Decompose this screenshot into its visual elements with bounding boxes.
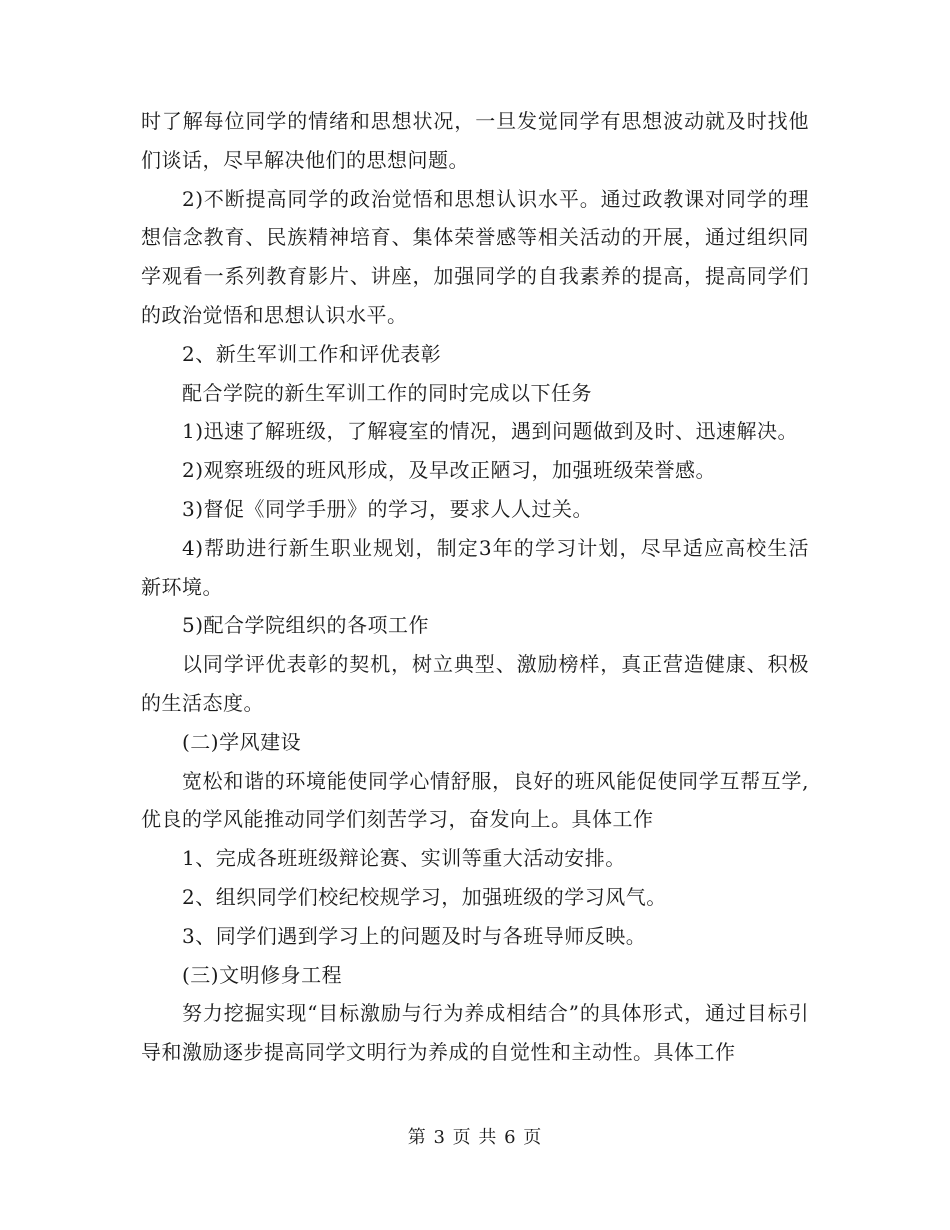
list-item: 3)督促《同学手册》的学习，要求人人过关。: [182, 496, 594, 521]
paragraph: 配合学院的新生军训工作的同时完成以下任务: [182, 380, 592, 405]
section-heading: (二)学风建设: [182, 729, 302, 754]
list-item: 2、组织同学们校纪校规学习，加强班级的学习风气。: [182, 884, 667, 909]
list-item: 3、同学们遇到学习上的问题及时与各班导师反映。: [182, 923, 647, 948]
document-body: [141, 102, 809, 1072]
list-item: 1)迅速了解班级，了解寝室的情况，遇到问题做到及时、迅速解决。: [182, 419, 799, 444]
section-heading: (三)文明修身工程: [182, 962, 343, 987]
section-heading: 2、新生军训工作和评优表彰: [182, 341, 442, 366]
paragraph: 宽松和谐的环境能使同学心情舒服，良好的班风能促使同学互帮互学,优良的学风能推动同学们刻苦学习，奋发向上。具体工作: [141, 768, 809, 832]
paragraph: 2)不断提高同学的政治觉悟和思想认识水平。通过政教课对同学的理想信念教育、民族精神培育、集体荣誉感等相关活动的开展，通过组织同学观看一系列教育影片、讲座，加强同学的自我素养的提高，提高同学们的政治觉悟和思想认识水平。: [141, 186, 809, 327]
paragraph: 以同学评优表彰的契机，树立典型、激励榜样，真正营造健康、积极的生活态度。: [141, 652, 809, 715]
paragraph: 努力挖掘实现“目标激励与行为养成相结合”的具体形式，通过目标引导和激励逐步提高同学文明行为养成的自觉性和主动性。具体工作: [141, 1001, 809, 1065]
list-item: 4)帮助进行新生职业规划，制定3年的学习计划，尽早适应高校生活新环境。: [141, 535, 809, 599]
paragraph: 时了解每位同学的情绪和思想状况，一旦发觉同学有思想波动就及时找他们谈话，尽早解决他们的思想问题。: [141, 109, 809, 172]
list-item: 2)观察班级的班风形成，及早改正陋习，加强班级荣誉感。: [182, 458, 717, 483]
list-item: 1、完成各班班级辩论赛、实训等重大活动安排。: [182, 846, 626, 871]
list-item: 5)配合学院组织的各项工作: [182, 613, 430, 638]
page-number-footer: 第 3 页 共 6 页: [407, 1127, 543, 1148]
